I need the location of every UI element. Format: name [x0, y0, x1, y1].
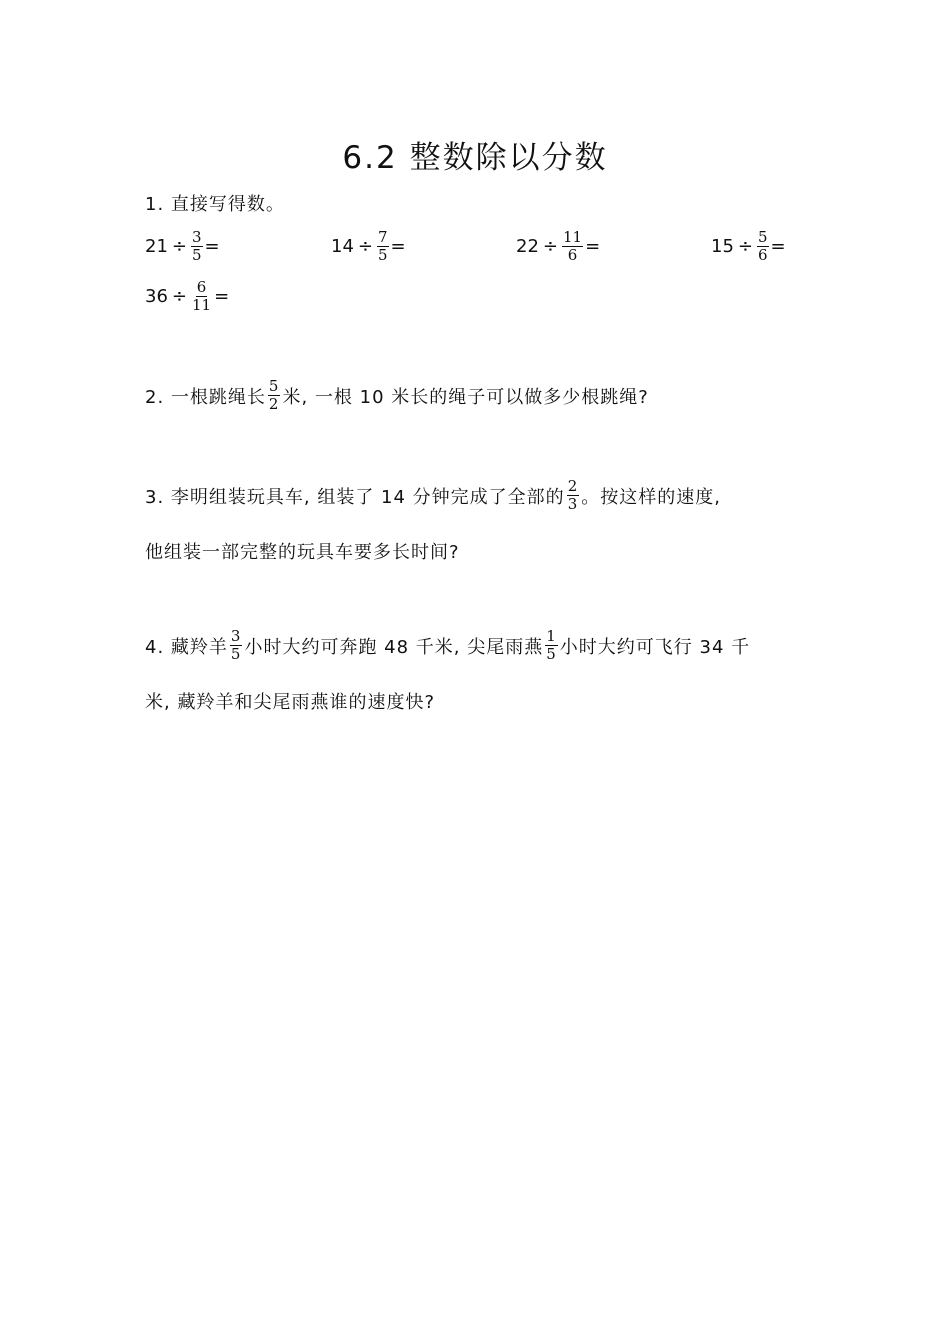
fraction [191, 279, 212, 314]
q2-text-after: 米, 一根 10 米长的绳子可以做多少根跳绳? [282, 386, 649, 408]
question-3-line-2 [145, 538, 460, 564]
fraction [268, 378, 281, 413]
numerator: 11 [563, 228, 583, 246]
calc-whole: 36 [145, 286, 168, 307]
equals-sign: = [770, 236, 786, 257]
q4-text-part2: 小时大约可奔跑 48 千米, 尖尾雨燕 [244, 636, 544, 658]
calc-item-2 [331, 229, 406, 264]
numerator: 2 [567, 477, 579, 495]
denominator: 11 [192, 296, 212, 314]
calc-item-4 [711, 229, 786, 264]
divide-sign: ÷ [542, 236, 558, 257]
calc-whole: 22 [516, 236, 539, 257]
q3-text-after: 。按这样的速度, [581, 486, 721, 508]
q3-text-before: 3. 李明组装玩具车, 组装了 14 分钟完成了全部的 [145, 486, 565, 508]
calc-whole: 15 [711, 236, 734, 257]
fraction [567, 478, 580, 513]
numerator: 3 [192, 228, 202, 246]
divide-sign: ÷ [357, 236, 373, 257]
fraction [230, 628, 243, 663]
denominator: 5 [378, 246, 388, 264]
equals-sign: = [390, 236, 406, 257]
equals-sign: = [204, 236, 220, 257]
question-3 [145, 478, 721, 513]
fraction [377, 229, 389, 264]
calc-item-1 [145, 229, 220, 264]
fraction [757, 229, 769, 264]
denominator: 6 [567, 246, 578, 264]
fraction [191, 229, 203, 264]
numerator: 1 [546, 627, 557, 645]
denominator: 5 [546, 645, 557, 663]
denominator: 5 [230, 645, 242, 663]
divide-sign: ÷ [171, 236, 187, 257]
numerator: 3 [230, 627, 242, 645]
fraction [562, 229, 583, 264]
denominator: 6 [758, 246, 768, 264]
divide-sign: ÷ [737, 236, 753, 257]
question-2 [145, 378, 649, 413]
page-title: 6.2 整数除以分数 [342, 140, 608, 176]
equals-sign: = [214, 286, 230, 307]
q1-heading-text: 1. 直接写得数。 [145, 194, 285, 215]
calc-whole: 21 [145, 236, 168, 257]
denominator: 2 [268, 395, 280, 413]
divide-sign: ÷ [171, 286, 187, 307]
numerator: 5 [758, 228, 768, 246]
calc-whole: 14 [331, 236, 354, 257]
denominator: 5 [192, 246, 202, 264]
q3-text-line2: 他组装一部完整的玩具车要多长时间? [145, 542, 460, 563]
calc-item-5 [145, 279, 229, 314]
q4-text-part3: 小时大约可飞行 34 千 [559, 636, 751, 658]
q4-text-line2: 米, 藏羚羊和尖尾雨燕谁的速度快? [145, 692, 435, 713]
denominator: 3 [567, 495, 579, 513]
numerator: 5 [268, 377, 280, 395]
calc-item-3 [516, 229, 600, 264]
q1-heading [145, 190, 285, 216]
q4-text-part1: 4. 藏羚羊 [145, 636, 228, 658]
numerator: 6 [196, 278, 207, 296]
q2-text-before: 2. 一根跳绳长 [145, 386, 266, 408]
question-4 [145, 628, 750, 663]
equals-sign: = [585, 236, 601, 257]
question-4-line-2 [145, 688, 435, 714]
numerator: 7 [378, 228, 388, 246]
fraction [545, 628, 558, 663]
